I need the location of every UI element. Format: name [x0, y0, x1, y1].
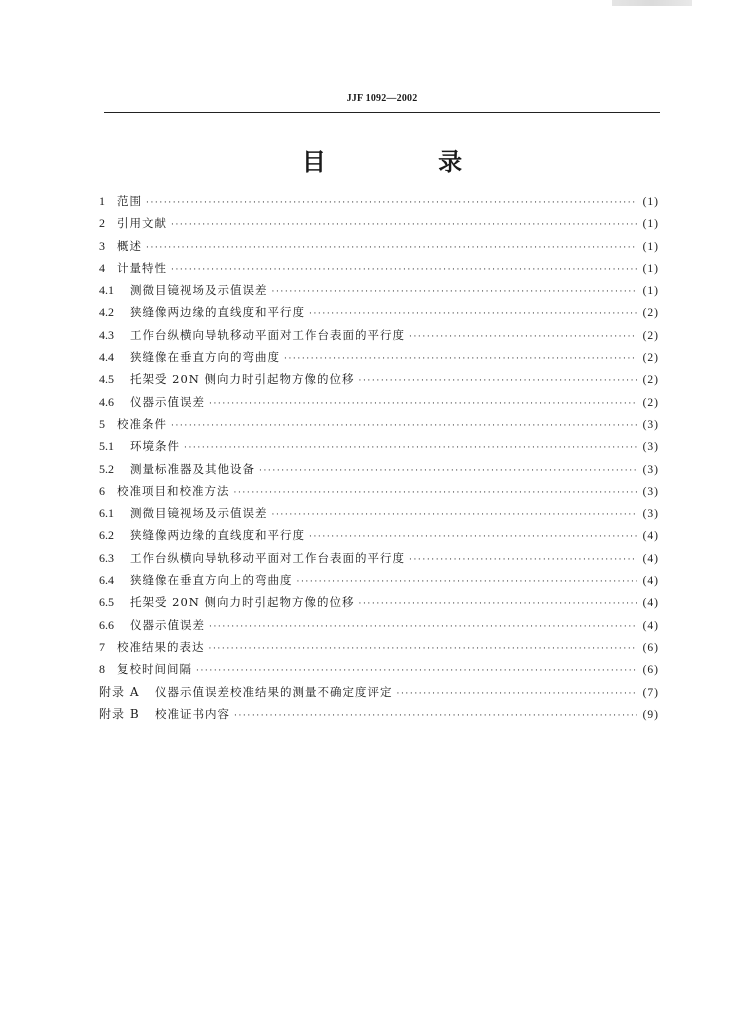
toc-entry-number: 3	[99, 238, 105, 253]
toc-entry-number: 6	[99, 483, 105, 498]
toc-entry-page: (2)	[642, 329, 659, 342]
toc-entry-page: (3)	[642, 441, 659, 454]
toc-entry-title: 测量标准器及其他设备	[130, 461, 255, 476]
toc-entry[interactable]	[99, 368, 659, 390]
toc-entry-number: 附录 B	[99, 706, 140, 721]
toc-entry-title: 测微目镜视场及示值误差	[130, 506, 268, 521]
toc-entry-title: 狭缝像两边缘的直线度和平行度	[130, 305, 305, 320]
toc-leader-dots	[397, 683, 637, 705]
toc-entry[interactable]	[99, 569, 659, 591]
toc-entry-title: 校准证书内容	[155, 706, 230, 721]
toc-entry[interactable]	[99, 480, 659, 502]
toc-entry-number: 附录 A	[99, 684, 140, 699]
toc-entry[interactable]	[99, 547, 659, 569]
toc-entry[interactable]	[99, 212, 659, 234]
toc-entry-title: 仪器示值误差	[130, 394, 205, 409]
toc-entry-page: (4)	[642, 552, 659, 565]
toc-leader-dots	[234, 482, 637, 504]
toc-entry[interactable]	[99, 435, 659, 457]
toc-entry-title: 工作台纵横向导轨移动平面对工作台表面的平行度	[130, 327, 405, 342]
toc-entry-page: (1)	[642, 240, 659, 253]
toc-entry-number: 5.1	[99, 439, 114, 454]
toc-entry-page: (1)	[642, 285, 659, 298]
toc-entry[interactable]	[99, 324, 659, 346]
toc-entry-number: 4.5	[99, 372, 114, 387]
toc-entry-page: (3)	[642, 463, 659, 476]
toc-entry-number: 4	[99, 260, 105, 275]
toc-entry-number: 7	[99, 639, 105, 654]
toc-leader-dots	[284, 348, 637, 370]
toc-entry-page: (4)	[642, 597, 659, 610]
toc-entry-number: 4.1	[99, 283, 114, 298]
toc-entry[interactable]	[99, 636, 659, 658]
toc-entry-number: 2	[99, 216, 105, 231]
table-of-contents	[99, 190, 659, 725]
toc-entry[interactable]	[99, 524, 659, 546]
toc-leader-dots	[409, 549, 637, 571]
document-header: JJF 1092—2002	[346, 93, 418, 104]
toc-entry-number: 5.2	[99, 461, 114, 476]
toc-entry[interactable]	[99, 346, 659, 368]
toc-entry[interactable]	[99, 681, 659, 703]
toc-entry-page: (3)	[642, 485, 659, 498]
toc-entry-page: (2)	[642, 307, 659, 320]
toc-leader-dots	[171, 259, 637, 281]
toc-entry[interactable]	[99, 413, 659, 435]
page-title: 目 录	[301, 148, 515, 176]
toc-entry-page: (1)	[642, 218, 659, 231]
toc-entry-number: 5	[99, 416, 105, 431]
toc-entry-number: 8	[99, 662, 105, 677]
toc-entry-title: 概述	[117, 238, 142, 253]
toc-entry-number: 4.4	[99, 350, 114, 365]
toc-entry-title: 托架受 20N 侧向力时引起物方像的位移	[130, 372, 355, 387]
toc-leader-dots	[196, 660, 637, 682]
toc-entry-title: 引用文献	[117, 216, 167, 231]
toc-entry-title: 狭缝像在垂直方向的弯曲度	[130, 350, 280, 365]
toc-entry[interactable]	[99, 703, 659, 725]
toc-entry[interactable]	[99, 391, 659, 413]
scan-artifact	[612, 0, 692, 6]
toc-entry-number: 6.5	[99, 595, 114, 610]
toc-entry-number: 6.6	[99, 617, 114, 632]
toc-entry-title: 范围	[117, 194, 142, 208]
toc-entry-title: 托架受 20N 侧向力时引起物方像的位移	[130, 595, 355, 610]
toc-entry-page: (1)	[642, 196, 659, 208]
toc-entry-title: 狭缝像两边缘的直线度和平行度	[130, 528, 305, 543]
toc-entry[interactable]	[99, 502, 659, 524]
toc-entry-number: 6.2	[99, 528, 114, 543]
toc-entry-page: (4)	[642, 575, 659, 588]
toc-entry[interactable]	[99, 235, 659, 257]
toc-leader-dots	[409, 326, 637, 348]
toc-entry-page: (3)	[642, 508, 659, 521]
toc-leader-dots	[309, 526, 637, 548]
toc-leader-dots	[184, 437, 637, 459]
toc-entry-page: (6)	[642, 641, 659, 654]
toc-entry-title: 仪器示值误差	[130, 617, 205, 632]
toc-entry[interactable]	[99, 458, 659, 480]
toc-leader-dots	[359, 370, 637, 392]
header-rule	[104, 112, 660, 113]
toc-leader-dots	[272, 281, 637, 303]
toc-entry[interactable]	[99, 658, 659, 680]
toc-entry-number: 4.2	[99, 305, 114, 320]
toc-entry-title: 计量特性	[117, 260, 167, 275]
toc-entry[interactable]	[99, 257, 659, 279]
toc-entry-title: 校准项目和校准方法	[117, 483, 230, 498]
toc-leader-dots	[171, 415, 637, 437]
toc-leader-dots	[272, 504, 637, 526]
toc-entry-page: (4)	[642, 619, 659, 632]
toc-entry-number: 6.1	[99, 506, 114, 521]
toc-entry-title: 狭缝像在垂直方向上的弯曲度	[130, 573, 293, 588]
toc-entry-page: (4)	[642, 530, 659, 543]
toc-entry-page: (9)	[642, 708, 659, 721]
toc-entry-title: 复校时间间隔	[117, 662, 192, 677]
toc-entry-page: (6)	[642, 664, 659, 677]
toc-leader-dots	[146, 237, 637, 259]
toc-entry-page: (1)	[642, 262, 659, 275]
toc-entry[interactable]	[99, 614, 659, 636]
toc-entry-page: (2)	[642, 396, 659, 409]
toc-entry[interactable]	[99, 190, 659, 212]
toc-entry[interactable]	[99, 591, 659, 613]
toc-entry-page: (2)	[642, 374, 659, 387]
toc-entry-number: 1	[99, 194, 105, 208]
toc-leader-dots	[171, 214, 637, 236]
toc-leader-dots	[309, 303, 637, 325]
toc-entry-title: 测微目镜视场及示值误差	[130, 283, 268, 298]
toc-leader-dots	[359, 593, 637, 615]
toc-entry-page: (3)	[642, 418, 659, 431]
toc-entry-number: 4.3	[99, 327, 114, 342]
toc-leader-dots	[209, 638, 637, 660]
toc-leader-dots	[234, 705, 637, 727]
toc-entry-title: 环境条件	[130, 439, 180, 454]
toc-entry-title: 工作台纵横向导轨移动平面对工作台表面的平行度	[130, 550, 405, 565]
toc-leader-dots	[209, 616, 637, 638]
toc-entry-number: 6.3	[99, 550, 114, 565]
toc-entry[interactable]	[99, 279, 659, 301]
toc-leader-dots	[259, 460, 637, 482]
toc-entry-title: 仪器示值误差校准结果的测量不确定度评定	[155, 684, 393, 699]
toc-entry-title: 校准条件	[117, 416, 167, 431]
toc-entry-title: 校准结果的表达	[117, 639, 205, 654]
toc-entry-page: (2)	[642, 352, 659, 365]
toc-leader-dots	[209, 393, 637, 415]
toc-entry-number: 4.6	[99, 394, 114, 409]
toc-leader-dots	[297, 571, 637, 593]
toc-leader-dots	[146, 192, 637, 214]
toc-entry-page: (7)	[642, 686, 659, 699]
toc-entry-number: 6.4	[99, 573, 114, 588]
toc-entry[interactable]	[99, 301, 659, 323]
